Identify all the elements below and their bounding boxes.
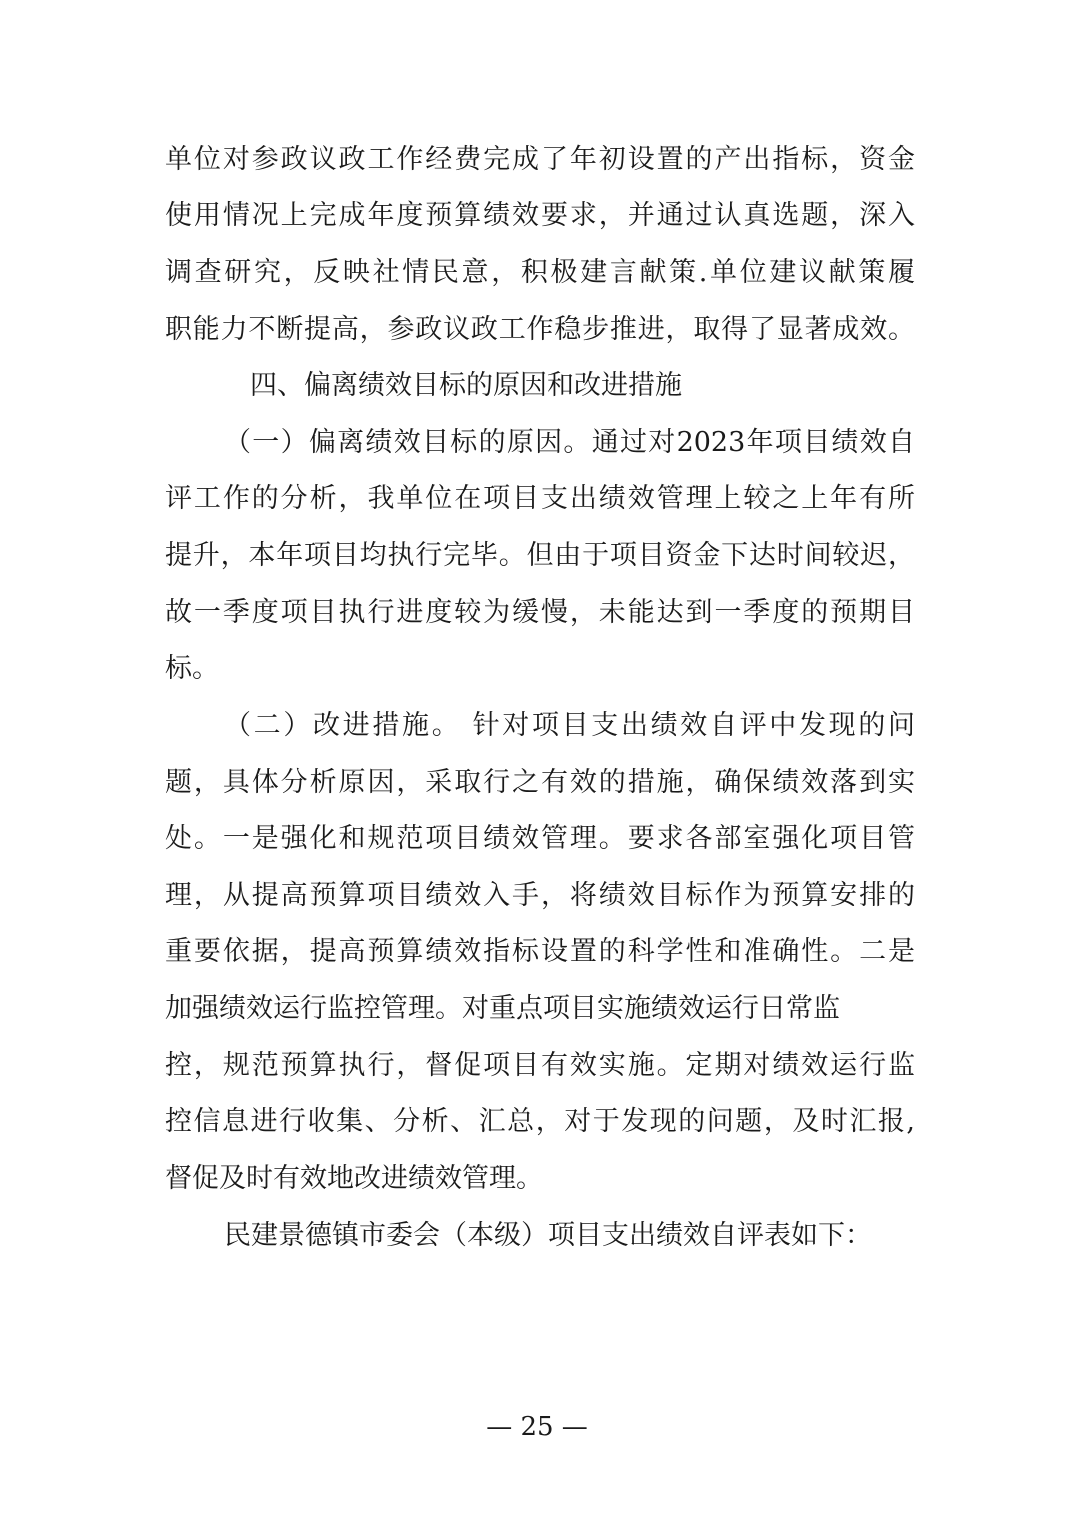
paragraph-line-4: 职能力不断提高，参政议政工作稳步推进，取得了显著成效。 [165,314,915,345]
subsection-two-line-4: 理，从提高预算项目绩效入手，将绩效目标作为预算安排的 [165,880,915,911]
paragraph-line-2: 使用情况上完成年度预算绩效要求，并通过认真选题，深入 [165,200,915,231]
subsection-two-line-3: 处。一是强化和规范项目绩效管理。要求各部室强化项目管 [165,823,915,854]
subsection-one-line-2: 评工作的分析，我单位在项目支出绩效管理上较之上年有所 [165,483,915,514]
subsection-two-line-1: （二）改进措施。 针对项目支出绩效自评中发现的问 [224,710,915,741]
subsection-two-line-9: 督促及时有效地改进绩效管理。 [165,1163,543,1194]
subsection-two-line-6: 加强绩效运行监控管理。对重点项目实施绩效运行日常监 [165,993,840,1024]
paragraph-line-3: 调查研究，反映社情民意，积极建言献策.单位建议献策履 [165,257,915,288]
subsection-one-line-5: 标。 [165,653,219,684]
subsection-one-line-4: 故一季度项目执行进度较为缓慢，未能达到一季度的预期目 [165,597,915,628]
subsection-two-line-8: 控信息进行收集、分析、汇总，对于发现的问题，及时汇报, [165,1106,915,1137]
page-number: — 25 — [486,1412,588,1442]
table-intro-line: 民建景德镇市委会（本级）项目支出绩效自评表如下： [224,1220,872,1251]
subsection-one-line-1: （一）偏离绩效目标的原因。通过对2023年项目绩效自 [224,427,915,458]
subsection-two-line-7: 控，规范预算执行，督促项目有效实施。定期对绩效运行监 [165,1050,915,1081]
subsection-one-line-3: 提升，本年项目均执行完毕。但由于项目资金下达时间较迟， [165,540,915,571]
section-heading: 四、偏离绩效目标的原因和改进措施 [250,370,682,401]
subsection-two-line-2: 题，具体分析原因，采取行之有效的措施，确保绩效落到实 [165,767,915,798]
subsection-two-line-5: 重要依据，提高预算绩效指标设置的科学性和准确性。二是 [165,936,915,967]
paragraph-line-1: 单位对参政议政工作经费完成了年初设置的产出指标，资金 [165,144,915,175]
